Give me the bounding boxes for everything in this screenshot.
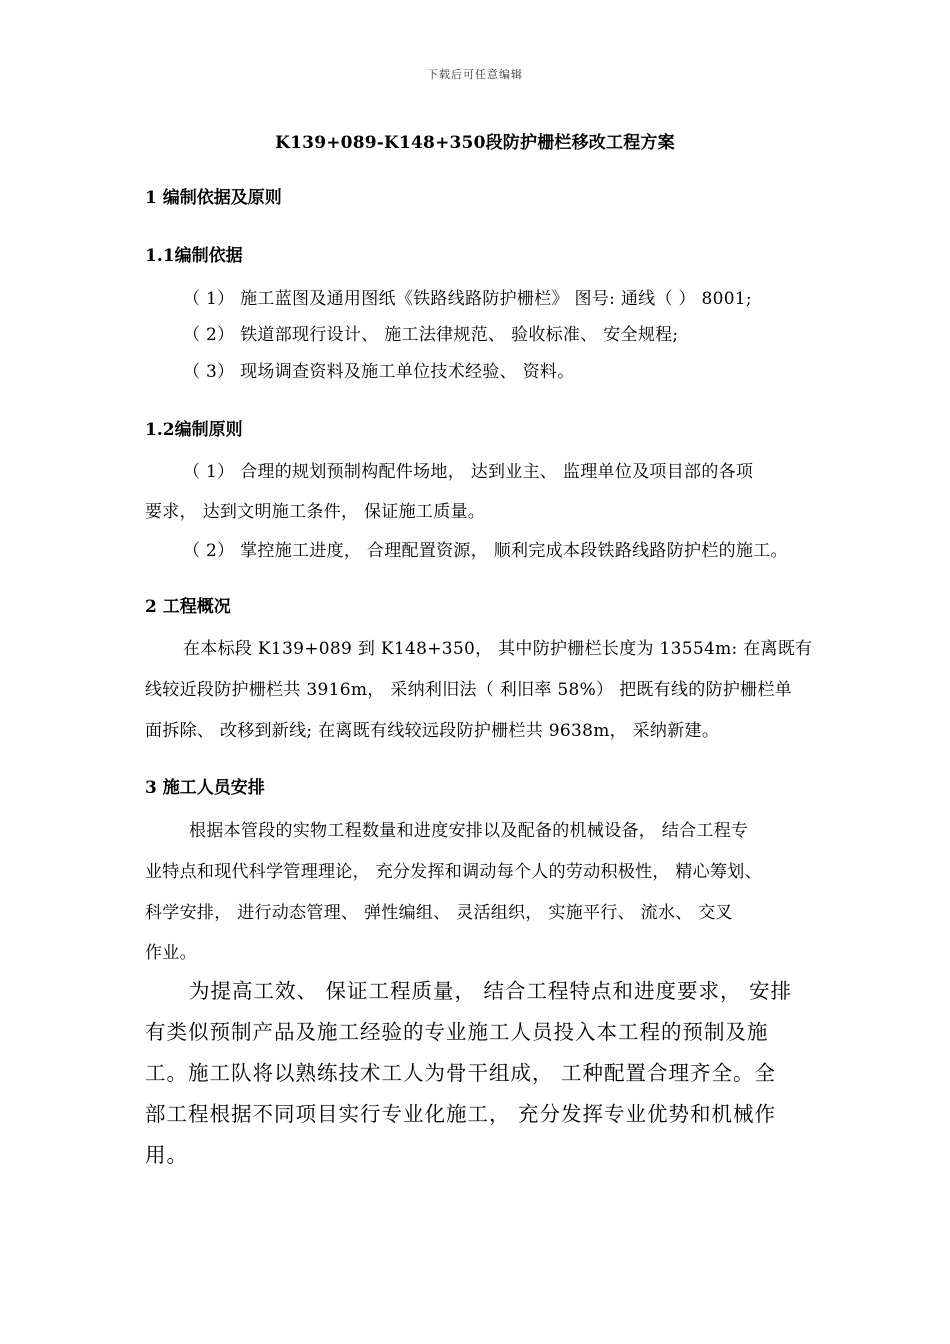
staffing-para1-line-4: 作业。 <box>145 943 197 963</box>
overview-line-2: 线较近段防护栅栏共 3916m， 采纳利旧法（ 利旧率 58%） 把既有线的防护栅栏单 <box>145 680 793 700</box>
basis-item-1: （ 1） 施工蓝图及通用图纸《铁路线路防护栅栏》 图号: 通线（ ） 8001; <box>183 289 752 309</box>
staffing-para2-line-5: 用。 <box>145 1143 188 1167</box>
header-note: 下载后可任意编辑 <box>427 68 523 81</box>
basis-item-3: （ 3） 现场调查资料及施工单位技术经验、 资料。 <box>183 362 575 382</box>
staffing-para2-line-4: 部工程根据不同项目实行专业化施工， 充分发挥专业优势和机械作 <box>145 1102 777 1126</box>
staffing-para1-line-1: 根据本管段的实物工程数量和进度安排以及配备的机械设备， 结合工程专 <box>189 821 749 841</box>
section-3-heading: 3 施工人员安排 <box>145 778 265 798</box>
staffing-para2-line-1: 为提高工效、 保证工程质量， 结合工程特点和进度要求， 安排 <box>189 979 793 1003</box>
principle-line-2: 要求， 达到文明施工条件， 保证施工质量。 <box>145 502 486 522</box>
staffing-para2-line-2: 有类似预制产品及施工经验的专业施工人员投入本工程的预制及施 <box>145 1020 769 1044</box>
document-title: K139+089-K148+350段防护栅栏移改工程方案 <box>275 133 675 153</box>
overview-line-1: 在本标段 K139+089 到 K148+350， 其中防护栅栏长度为 13554m: 在离既有 <box>183 639 813 659</box>
section-1-2-heading: 1.2编制原则 <box>145 420 243 440</box>
staffing-para1-line-2: 业特点和现代科学管理理论， 充分发挥和调动每个人的劳动积极性， 精心筹划、 <box>145 862 762 882</box>
section-2-heading: 2 工程概况 <box>145 597 231 617</box>
staffing-para2-line-3: 工。施工队将以熟练技术工人为骨干组成， 工种配置合理齐全。全 <box>145 1061 777 1085</box>
principle-line-1: （ 1） 合理的规划预制构配件场地， 达到业主、 监理单位及项目部的各项 <box>183 462 754 482</box>
principle-line-3: （ 2） 掌控施工进度， 合理配置资源， 顺利完成本段铁路线路防护栏的施工。 <box>183 541 788 561</box>
overview-line-3: 面拆除、 改移到新线; 在离既有线较远段防护栅栏共 9638m， 采纳新建。 <box>145 721 720 741</box>
section-1-1-heading: 1.1编制依据 <box>145 246 243 266</box>
section-1-heading: 1 编制依据及原则 <box>145 188 282 208</box>
staffing-para1-line-3: 科学安排， 进行动态管理、 弹性编组、 灵活组织， 实施平行、 流水、 交叉 <box>145 903 733 923</box>
basis-item-2: （ 2） 铁道部现行设计、 施工法律规范、 验收标准、 安全规程; <box>183 325 679 345</box>
